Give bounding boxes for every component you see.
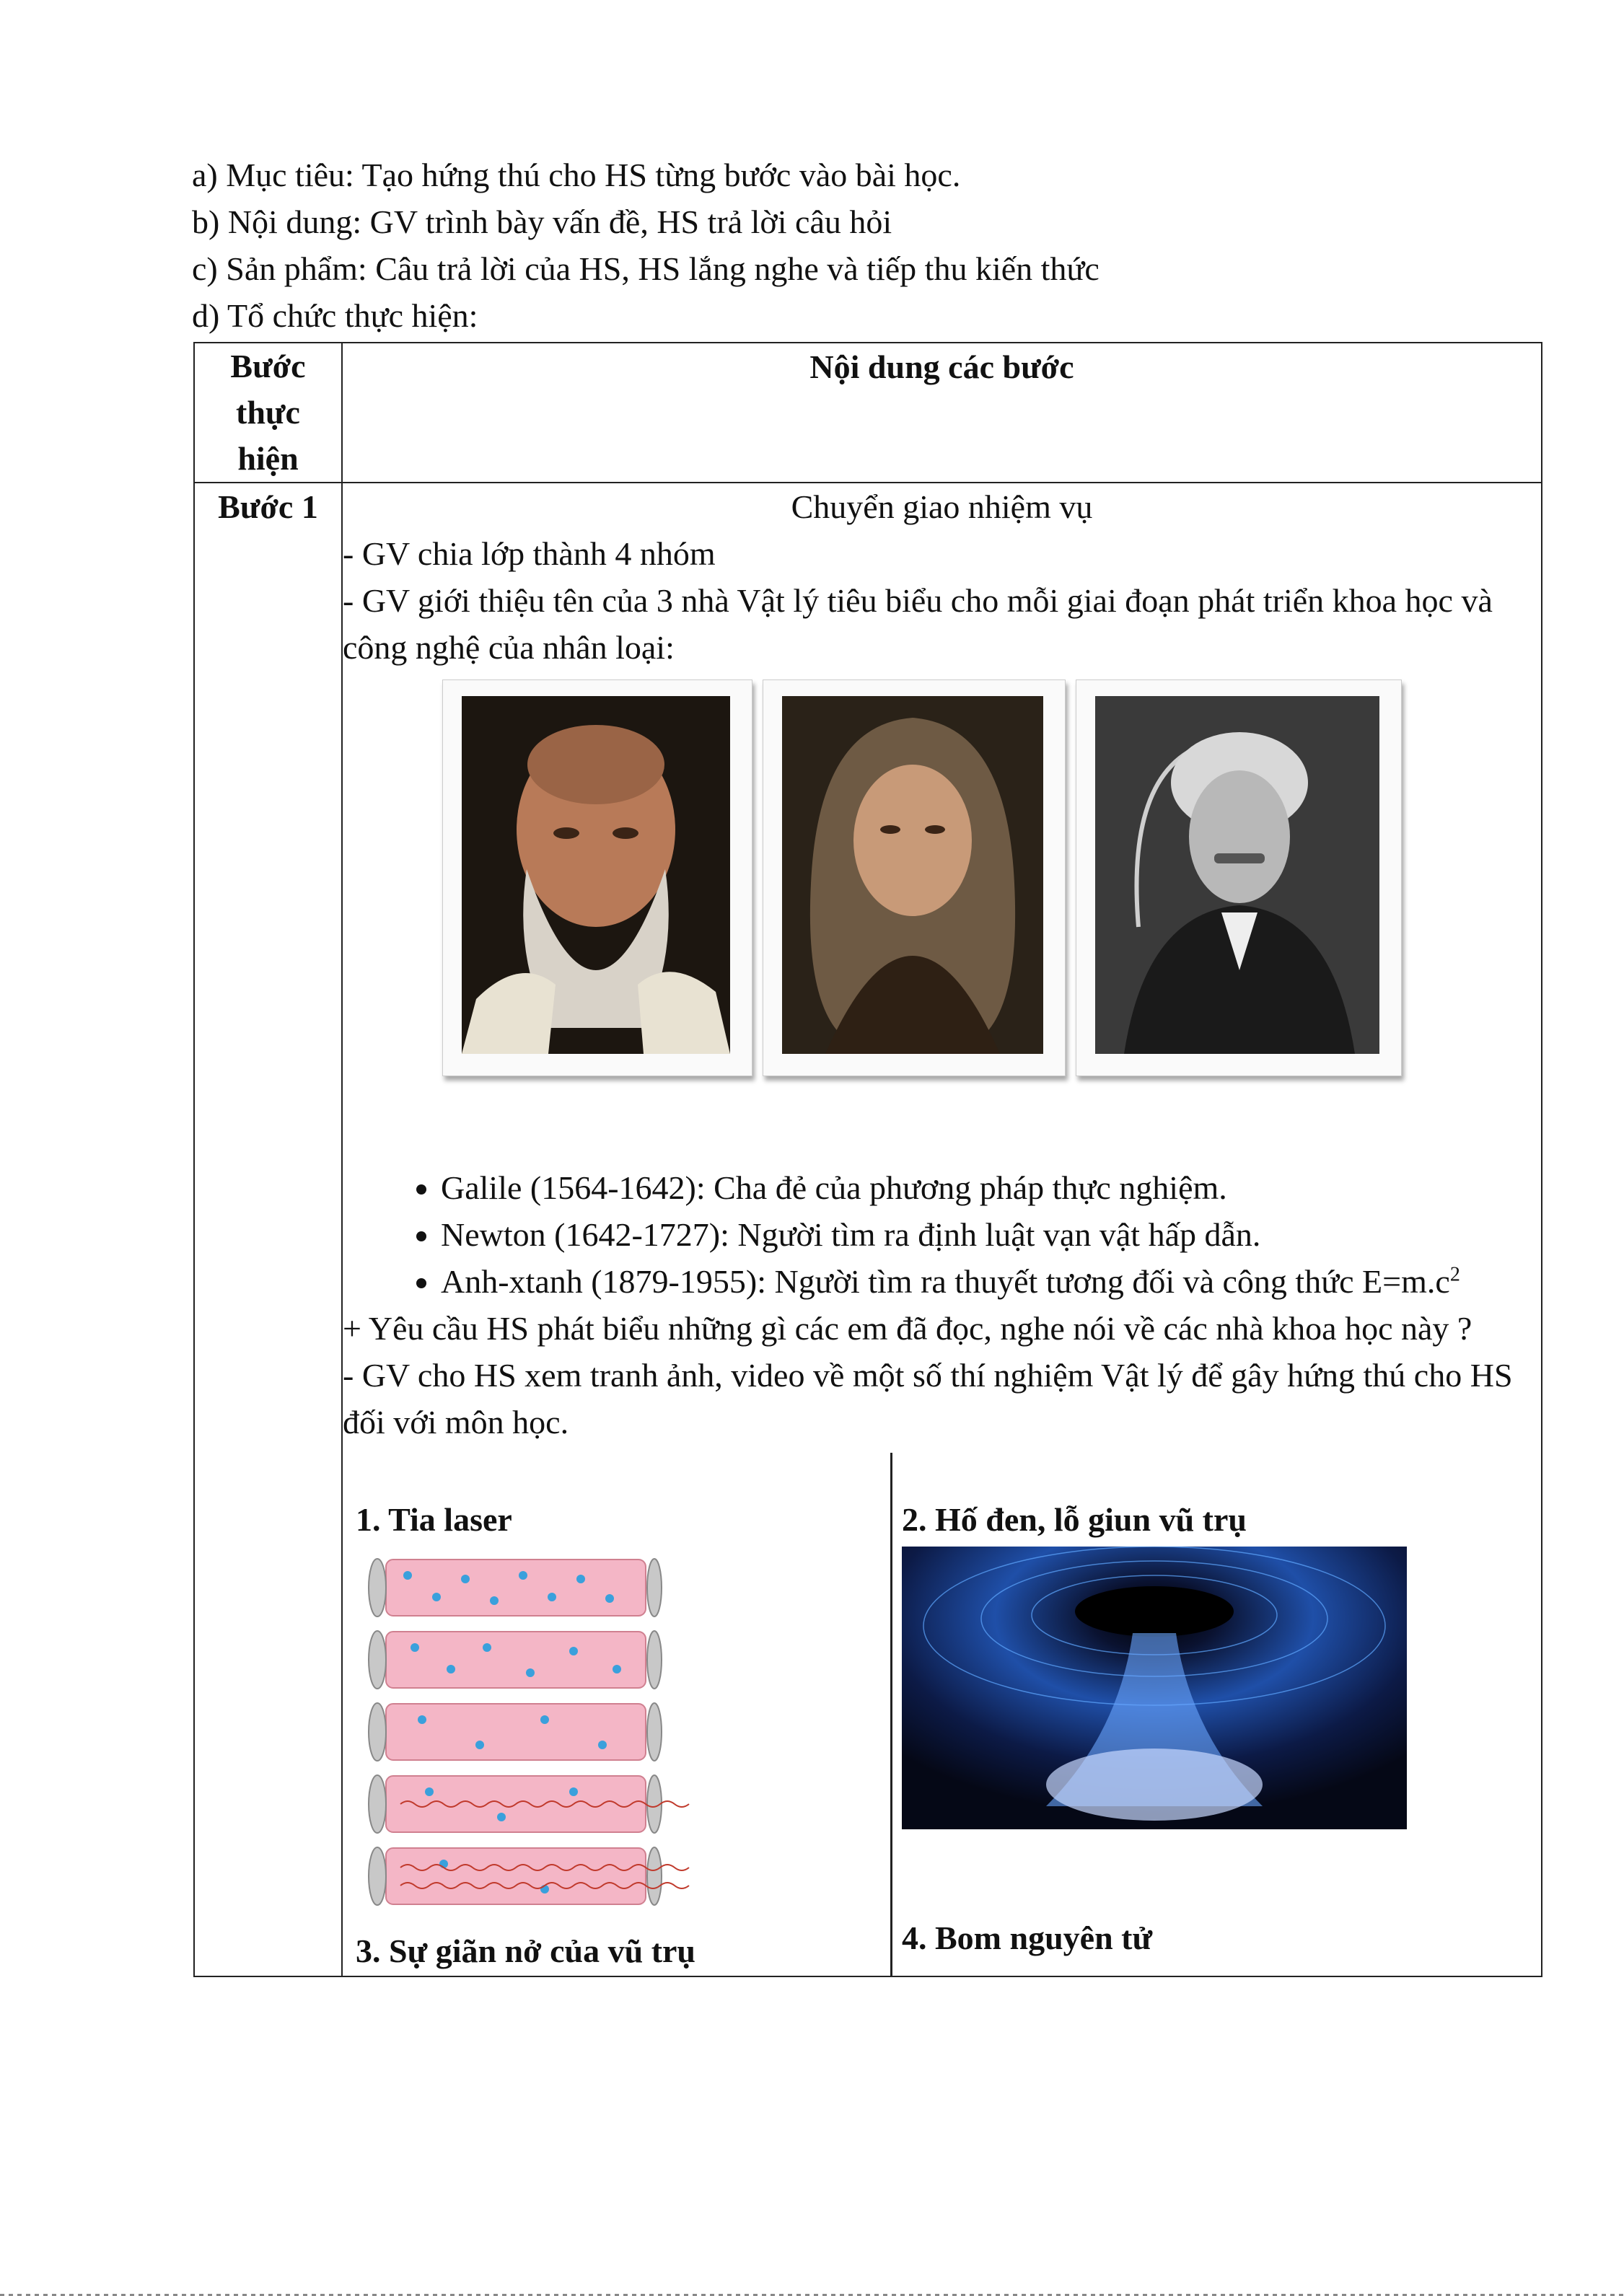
topic-atomic-bomb: 4. Bom nguyên tử bbox=[902, 1919, 1153, 1956]
list-item: • Galile (1564-1642): Cha đẻ của phương pháp thực nghiệm. bbox=[441, 1164, 1541, 1211]
header-content-column: Nội dung các bước bbox=[342, 343, 1542, 483]
newton-image bbox=[782, 696, 1043, 1054]
laser-diagram-image bbox=[357, 1547, 732, 1914]
einstein-image bbox=[1095, 696, 1379, 1054]
step1-content bbox=[342, 483, 1542, 1976]
task-line-groups: - GV chia lớp thành 4 nhóm bbox=[343, 535, 716, 572]
steps-table bbox=[193, 342, 1542, 1977]
header-step-column: Bước thực hiện bbox=[194, 343, 342, 483]
list-item: • Newton (1642-1727): Người tìm ra định luật vạn vật hấp dẫn. bbox=[441, 1211, 1541, 1258]
objective-line: a) Mục tiêu: Tạo hứng thú cho HS từng bước vào bài học. bbox=[192, 157, 961, 193]
portrait-einstein bbox=[1076, 679, 1402, 1076]
topic-laser: 1. Tia laser bbox=[356, 1501, 512, 1538]
list-item: • Anh-xtanh (1879-1955): Người tìm ra thuyết tương đối và công thức $E=m.c^2$ bbox=[441, 1258, 1541, 1305]
task-line-video: - GV cho HS xem tranh ảnh, video về một số thí nghiệm Vật lý để gây hứng thú cho HS đối với môn học. bbox=[343, 1357, 1513, 1441]
step1-title: Chuyển giao nhiệm vụ bbox=[791, 488, 1093, 525]
physicist-portraits bbox=[343, 679, 1541, 1083]
task-line-discuss: + Yêu cầu HS phát biểu những gì các em đã đọc, nghe nói về các nhà khoa học này ? bbox=[343, 1310, 1472, 1347]
table-header-row bbox=[194, 343, 1542, 483]
black-hole-image bbox=[902, 1547, 1407, 1829]
galileo-image bbox=[462, 696, 730, 1054]
content-line: b) Nội dung: GV trình bày vấn đề, HS trả lời câu hỏi bbox=[192, 203, 892, 240]
portrait-newton bbox=[763, 679, 1066, 1076]
grid-divider bbox=[890, 1453, 892, 1976]
task-line-intro-physicists: - GV giới thiệu tên của 3 nhà Vật lý tiêu biểu cho mỗi giai đoạn phát triển khoa học và công nghệ của nhân loại: bbox=[343, 582, 1493, 666]
lesson-intro bbox=[192, 151, 1100, 339]
step1-label: Bước 1 bbox=[194, 483, 342, 1976]
step1-row bbox=[194, 483, 1542, 1976]
experiment-grid bbox=[328, 1453, 1554, 1976]
organization-line: d) Tổ chức thực hiện: bbox=[192, 297, 478, 334]
product-line: c) Sản phẩm: Câu trả lời của HS, HS lắng nghe và tiếp thu kiến thức bbox=[192, 250, 1100, 287]
physicist-list bbox=[343, 1164, 1541, 1305]
portrait-galileo bbox=[442, 679, 752, 1076]
topic-black-hole: 2. Hố đen, lỗ giun vũ trụ bbox=[902, 1501, 1247, 1538]
topic-universe-expansion: 3. Sự giãn nở của vũ trụ bbox=[356, 1932, 696, 1969]
